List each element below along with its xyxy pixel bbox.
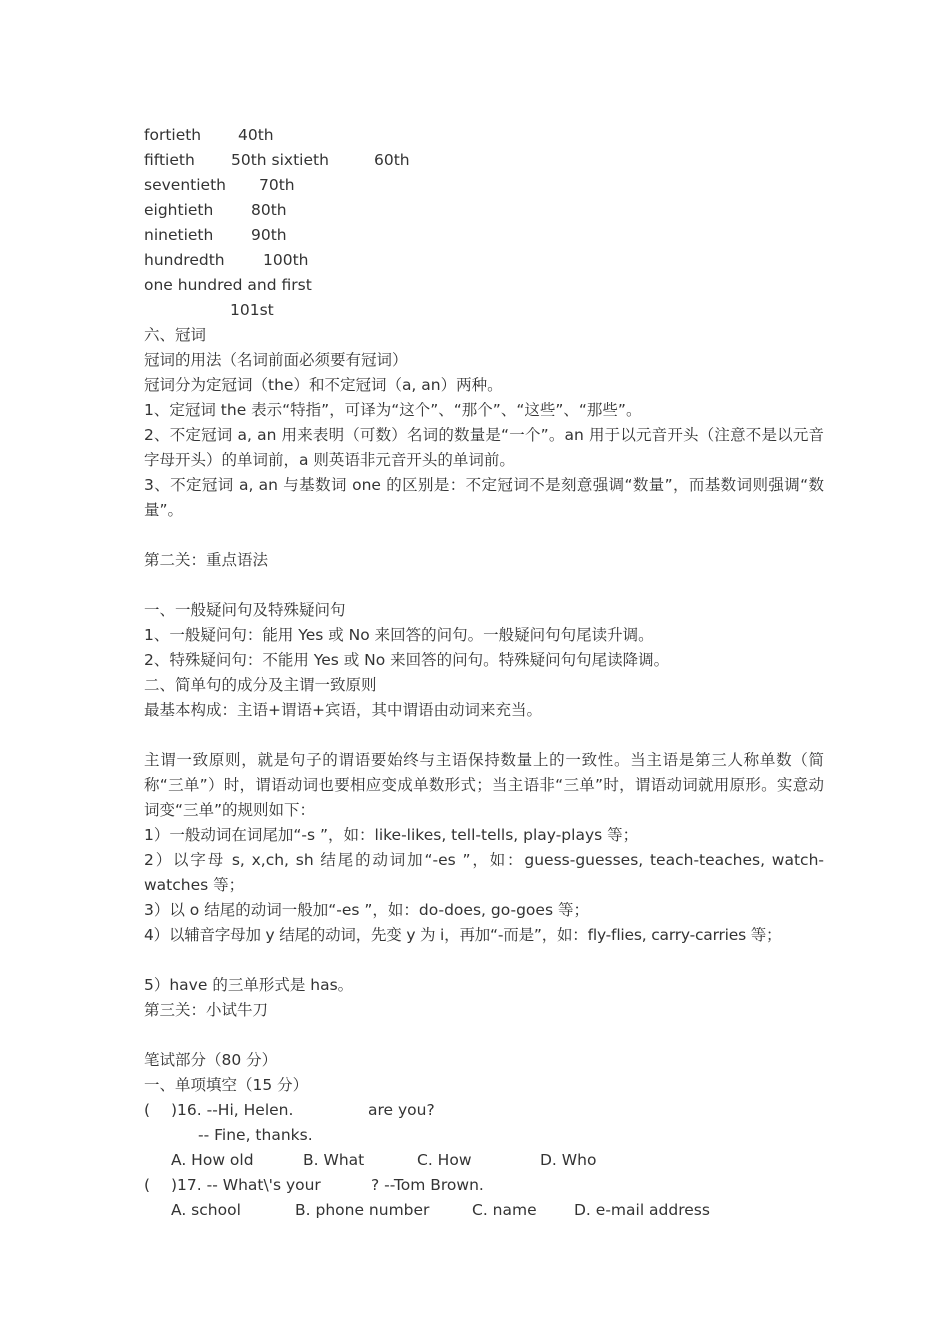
rule-item: 5）have 的三单形式是 has。 xyxy=(144,976,354,994)
section-heading: 一、一般疑问句及特殊疑问句 xyxy=(144,601,346,619)
rule-item: 3）以 o 结尾的动词一般加“-es ”，如：do-does, go-goes 等； xyxy=(144,901,589,919)
option: C. name xyxy=(472,1201,537,1219)
paragraph: 最基本构成：主语+谓语+宾语，其中谓语由动词来充当。 xyxy=(144,701,542,719)
ordinal-word: seventieth xyxy=(144,176,226,194)
level-heading: 第二关：重点语法 xyxy=(144,551,269,569)
option: B. What xyxy=(303,1151,365,1169)
paragraph: 冠词的用法（名词前面必须要有冠词） xyxy=(144,351,408,369)
rule-item: 2）以字母 s, x,ch, sh 结尾的动词加“-es ”，如：guess-guesses, teach-teaches, watch-watches 等； xyxy=(144,851,824,894)
section-heading: 一、单项填空（15 分） xyxy=(144,1076,309,1094)
section-heading: 六、冠词 xyxy=(144,326,207,344)
ordinal-number: 70th xyxy=(259,176,295,194)
option: D. e-mail address xyxy=(574,1201,710,1219)
paragraph: 1、定冠词 the 表示“特指”，可译为“这个”、“那个”、“这些”、“那些”。 xyxy=(144,401,642,419)
ordinal-word: hundredth xyxy=(144,251,225,269)
paragraph: 1、一般疑问句：能用 Yes 或 No 来回答的问句。一般疑问句句尾读升调。 xyxy=(144,626,654,644)
ordinal-number: 100th xyxy=(263,251,309,269)
ordinal-row xyxy=(144,148,824,173)
ordinal-word: ninetieth xyxy=(144,226,214,244)
question-tail: are you? xyxy=(368,1101,435,1119)
option-row xyxy=(144,1198,824,1223)
document-page xyxy=(144,123,824,1223)
question-tail: ? --Tom Brown. xyxy=(371,1176,484,1194)
ordinal-row xyxy=(144,223,824,248)
paragraph: 冠词分为定冠词（the）和不定冠词（a, an）两种。 xyxy=(144,376,503,394)
ordinal-row xyxy=(144,173,824,198)
ordinal-word: fortieth xyxy=(144,126,202,144)
section-heading: 笔试部分（80 分） xyxy=(144,1051,278,1069)
ordinal-row xyxy=(144,198,824,223)
rule-item: 4）以辅音字母加 y 结尾的动词，先变 y 为 i，再加“-而是”，如：fly-flies, carry-carries 等； xyxy=(144,926,782,944)
paragraph: 2、特殊疑问句：不能用 Yes 或 No 来回答的问句。特殊疑问句句尾读降调。 xyxy=(144,651,670,669)
option: A. school xyxy=(171,1201,241,1219)
ordinal-number-extra: 60th xyxy=(374,151,410,169)
ordinal-number: 50th sixtieth xyxy=(231,151,329,169)
option: C. How xyxy=(417,1151,472,1169)
ordinal-number: 101st xyxy=(230,301,274,319)
reply-text: -- Fine, thanks. xyxy=(198,1126,313,1144)
ordinal-row xyxy=(144,123,824,148)
level-heading: 第三关：小试牛刀 xyxy=(144,1001,269,1019)
ordinal-number: 40th xyxy=(238,126,274,144)
ordinal-word: fiftieth xyxy=(144,151,195,169)
question-17 xyxy=(144,1173,824,1198)
ordinal-word: eightieth xyxy=(144,201,214,219)
answer-bracket: ( xyxy=(144,1176,151,1194)
question-stem: )16. --Hi, Helen. xyxy=(171,1101,294,1119)
ordinal-row xyxy=(144,248,824,273)
question-16 xyxy=(144,1098,824,1123)
option: B. phone number xyxy=(295,1201,430,1219)
option: A. How old xyxy=(171,1151,254,1169)
ordinal-word: one hundred and first xyxy=(144,276,312,294)
ordinal-number: 80th xyxy=(251,201,287,219)
paragraph: 主谓一致原则，就是句子的谓语要始终与主语保持数量上的一致性。当主语是第三人称单数（简称“三单”）时，谓语动词也要相应变成单数形式；当主语非“三单”时，谓语动词就用原形。实意动词变“三单”的规则如下： xyxy=(144,751,824,819)
option-row xyxy=(144,1148,824,1173)
paragraph: 3、不定冠词 a, an 与基数词 one 的区别是：不定冠词不是刻意强调“数量”，而基数词则强调“数量”。 xyxy=(144,476,824,519)
ordinal-number: 90th xyxy=(251,226,287,244)
question-reply xyxy=(144,1123,824,1148)
rule-item: 1）一般动词在词尾加“-s ”，如：like-likes, tell-tells, play-plays 等； xyxy=(144,826,639,844)
section-heading: 二、简单句的成分及主谓一致原则 xyxy=(144,676,377,694)
answer-bracket: ( xyxy=(144,1101,151,1119)
paragraph: 2、不定冠词 a, an 用来表明（可数）名词的数量是“一个”。an 用于以元音开头（注意不是以元音字母开头）的单词前，a 则英语非元音开头的单词前。 xyxy=(144,426,824,469)
ordinal-row xyxy=(144,298,824,323)
question-stem: )17. -- What\'s your xyxy=(171,1176,321,1194)
option: D. Who xyxy=(540,1151,597,1169)
ordinal-row xyxy=(144,273,824,298)
